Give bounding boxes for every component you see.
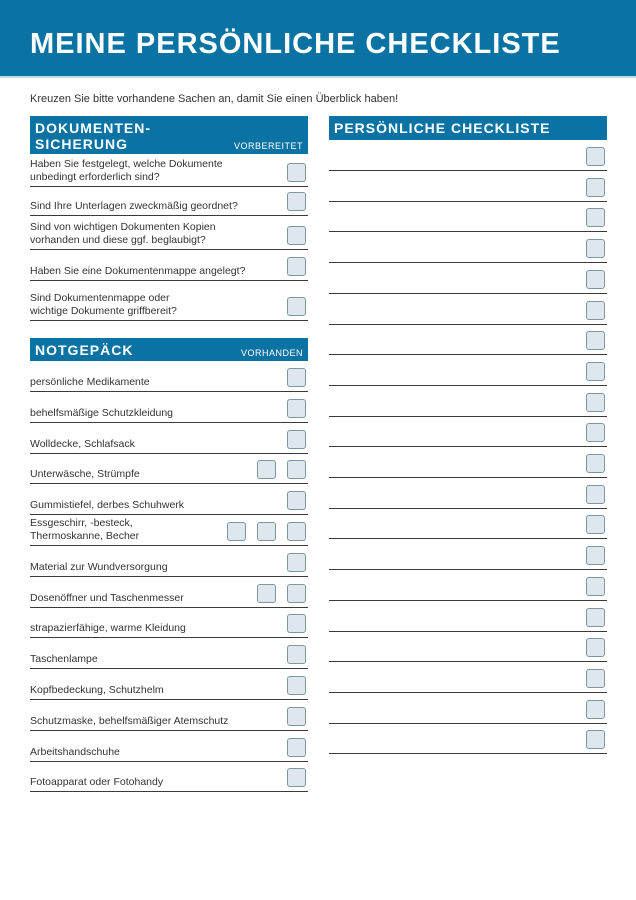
personal-checklist-checkbox[interactable] xyxy=(586,730,605,749)
personal-checklist-row[interactable] xyxy=(329,357,607,386)
personal-checklist-checkbox[interactable] xyxy=(586,608,605,627)
emergency-pack-item-label: behelfsmäßige Schutzkleidung xyxy=(30,406,174,419)
documents-item-label: Sind Ihre Unterlagen zweckmäßig geordnet? xyxy=(30,200,238,212)
emergency-pack-checkbox[interactable] xyxy=(287,676,306,695)
emergency-pack-checkbox[interactable] xyxy=(287,584,306,603)
emergency-pack-item-label: Essgeschirr, -besteck, Thermoskanne, Becher xyxy=(30,517,140,542)
personal-checklist-row[interactable] xyxy=(329,265,607,294)
emergency-pack-checkbox[interactable] xyxy=(287,522,306,541)
emergency-pack-header xyxy=(30,338,308,361)
personal-checklist-checkbox[interactable] xyxy=(586,270,605,289)
personal-checklist-checkbox[interactable] xyxy=(586,638,605,657)
emergency-pack-checkbox[interactable] xyxy=(287,399,306,418)
documents-item-label: Sind Dokumentenmappe oder wichtige Dokumente griffbereit? xyxy=(30,292,177,317)
emergency-pack-row xyxy=(30,640,308,669)
banner-underline xyxy=(0,76,636,78)
documents-row xyxy=(30,158,308,187)
documents-checkbox[interactable] xyxy=(287,163,306,182)
personal-checklist-checkbox[interactable] xyxy=(586,147,605,166)
documents-row xyxy=(30,187,308,216)
personal-checklist-row[interactable] xyxy=(329,603,607,632)
emergency-pack-row xyxy=(30,394,308,423)
emergency-pack-item-label: Wolldecke, Schlafsack xyxy=(30,437,135,450)
emergency-pack-checkbox[interactable] xyxy=(287,768,306,787)
page-title: MEINE PERSÖNLICHE CHECKLISTE xyxy=(30,28,561,60)
intro-text: Kreuzen Sie bitte vorhandene Sachen an, damit Sie einen Überblick haben! xyxy=(30,93,399,105)
title-banner xyxy=(0,0,636,76)
emergency-pack-row xyxy=(30,671,308,700)
emergency-pack-item-label: strapazierfähige, warme Kleidung xyxy=(30,622,186,635)
personal-checklist-row[interactable] xyxy=(329,572,607,601)
emergency-pack-item-label: Arbeitshandschuhe xyxy=(30,745,120,758)
personal-checklist-row[interactable] xyxy=(329,541,607,570)
documents-row xyxy=(30,221,308,250)
emergency-pack-row xyxy=(30,425,308,454)
emergency-pack-title: NOTGEPÄCK xyxy=(35,342,134,358)
emergency-pack-row xyxy=(30,579,308,608)
personal-checklist-row[interactable] xyxy=(329,234,607,263)
personal-checklist-row[interactable] xyxy=(329,510,607,539)
emergency-pack-checkbox[interactable] xyxy=(287,491,306,510)
documents-status-label: VORBEREITET xyxy=(233,141,303,151)
emergency-pack-checkbox[interactable] xyxy=(287,707,306,726)
personal-checklist-row[interactable] xyxy=(329,173,607,202)
emergency-pack-item-label: Material zur Wundversorgung xyxy=(30,560,168,573)
personal-checklist-row[interactable] xyxy=(329,664,607,693)
emergency-pack-item-label: Schutzmaske, behelfsmäßiger Atemschutz xyxy=(30,714,229,727)
personal-checklist-checkbox[interactable] xyxy=(586,362,605,381)
documents-checkbox[interactable] xyxy=(287,226,306,245)
emergency-pack-item-label: Taschenlampe xyxy=(30,653,98,666)
emergency-pack-item-label: Gummistiefel, derbes Schuhwerk xyxy=(30,499,185,512)
emergency-pack-checkbox[interactable] xyxy=(287,645,306,664)
personal-checklist-checkbox[interactable] xyxy=(586,331,605,350)
emergency-pack-item-label: persönliche Medikamente xyxy=(30,376,150,388)
personal-checklist-row[interactable] xyxy=(329,203,607,232)
emergency-pack-row xyxy=(30,609,308,638)
emergency-pack-row xyxy=(30,517,308,546)
emergency-pack-item-label: Dosenöffner und Taschenmesser xyxy=(30,591,184,604)
documents-title-line2: SICHERUNG xyxy=(35,136,129,152)
emergency-pack-checkbox[interactable] xyxy=(287,738,306,757)
emergency-pack-checkbox[interactable] xyxy=(257,584,276,603)
emergency-pack-row xyxy=(30,455,308,484)
personal-checklist-row[interactable] xyxy=(329,326,607,355)
personal-checklist-title: PERSÖNLICHE CHECKLISTE xyxy=(334,120,551,136)
personal-checklist-checkbox[interactable] xyxy=(586,393,605,412)
documents-row xyxy=(30,252,308,281)
documents-title-line1: DOKUMENTEN- xyxy=(35,120,151,136)
personal-checklist-row[interactable] xyxy=(329,449,607,478)
personal-checklist-checkbox[interactable] xyxy=(586,577,605,596)
emergency-pack-checkbox[interactable] xyxy=(257,460,276,479)
personal-checklist-checkbox[interactable] xyxy=(586,454,605,473)
personal-checklist-row[interactable] xyxy=(329,695,607,724)
personal-checklist-checkbox[interactable] xyxy=(586,485,605,504)
personal-checklist-row[interactable] xyxy=(329,480,607,509)
personal-checklist-checkbox[interactable] xyxy=(586,669,605,688)
documents-checkbox[interactable] xyxy=(287,297,306,316)
emergency-pack-row xyxy=(30,733,308,762)
emergency-pack-item-label: Unterwäsche, Strümpfe xyxy=(30,468,140,481)
personal-checklist-checkbox[interactable] xyxy=(586,423,605,442)
documents-checkbox[interactable] xyxy=(287,257,306,276)
personal-checklist-row[interactable] xyxy=(329,142,607,171)
emergency-pack-checkbox[interactable] xyxy=(227,522,246,541)
personal-checklist-checkbox[interactable] xyxy=(586,546,605,565)
documents-checkbox[interactable] xyxy=(287,192,306,211)
emergency-pack-checkbox[interactable] xyxy=(287,614,306,633)
personal-checklist-checkbox[interactable] xyxy=(586,208,605,227)
documents-header xyxy=(30,116,308,154)
personal-checklist-checkbox[interactable] xyxy=(586,700,605,719)
emergency-pack-row xyxy=(30,363,308,392)
personal-checklist-row[interactable] xyxy=(329,388,607,417)
emergency-pack-item-label: Kopfbedeckung, Schutzhelm xyxy=(30,684,164,696)
documents-row xyxy=(30,292,308,321)
personal-checklist-row[interactable] xyxy=(329,725,607,754)
emergency-pack-checkbox[interactable] xyxy=(287,460,306,479)
emergency-pack-row xyxy=(30,702,308,731)
emergency-pack-checkbox[interactable] xyxy=(287,368,306,387)
emergency-pack-item-label: Fotoapparat oder Fotohandy xyxy=(30,776,164,789)
documents-item-label: Haben Sie eine Dokumentenmappe angelegt? xyxy=(30,265,246,277)
emergency-pack-checkbox[interactable] xyxy=(257,522,276,541)
documents-item-label: Haben Sie festgelegt, welche Dokumente unbedingt erforderlich sind? xyxy=(30,158,223,183)
emergency-pack-row xyxy=(30,486,308,515)
emergency-pack-checkbox[interactable] xyxy=(287,553,306,572)
personal-checklist-checkbox[interactable] xyxy=(586,178,605,197)
personal-checklist-checkbox[interactable] xyxy=(586,239,605,258)
personal-checklist-checkbox[interactable] xyxy=(586,301,605,320)
emergency-pack-status-label: VORHANDEN xyxy=(240,348,303,358)
personal-checklist-header xyxy=(329,116,607,140)
emergency-pack-row xyxy=(30,548,308,577)
emergency-pack-checkbox[interactable] xyxy=(287,430,306,449)
personal-checklist-checkbox[interactable] xyxy=(586,515,605,534)
personal-checklist-row[interactable] xyxy=(329,296,607,325)
emergency-pack-row xyxy=(30,763,308,792)
personal-checklist-row[interactable] xyxy=(329,418,607,447)
personal-checklist-row[interactable] xyxy=(329,633,607,662)
documents-item-label: Sind von wichtigen Dokumenten Kopien vorhanden und diese ggf. beglaubigt? xyxy=(30,221,216,246)
